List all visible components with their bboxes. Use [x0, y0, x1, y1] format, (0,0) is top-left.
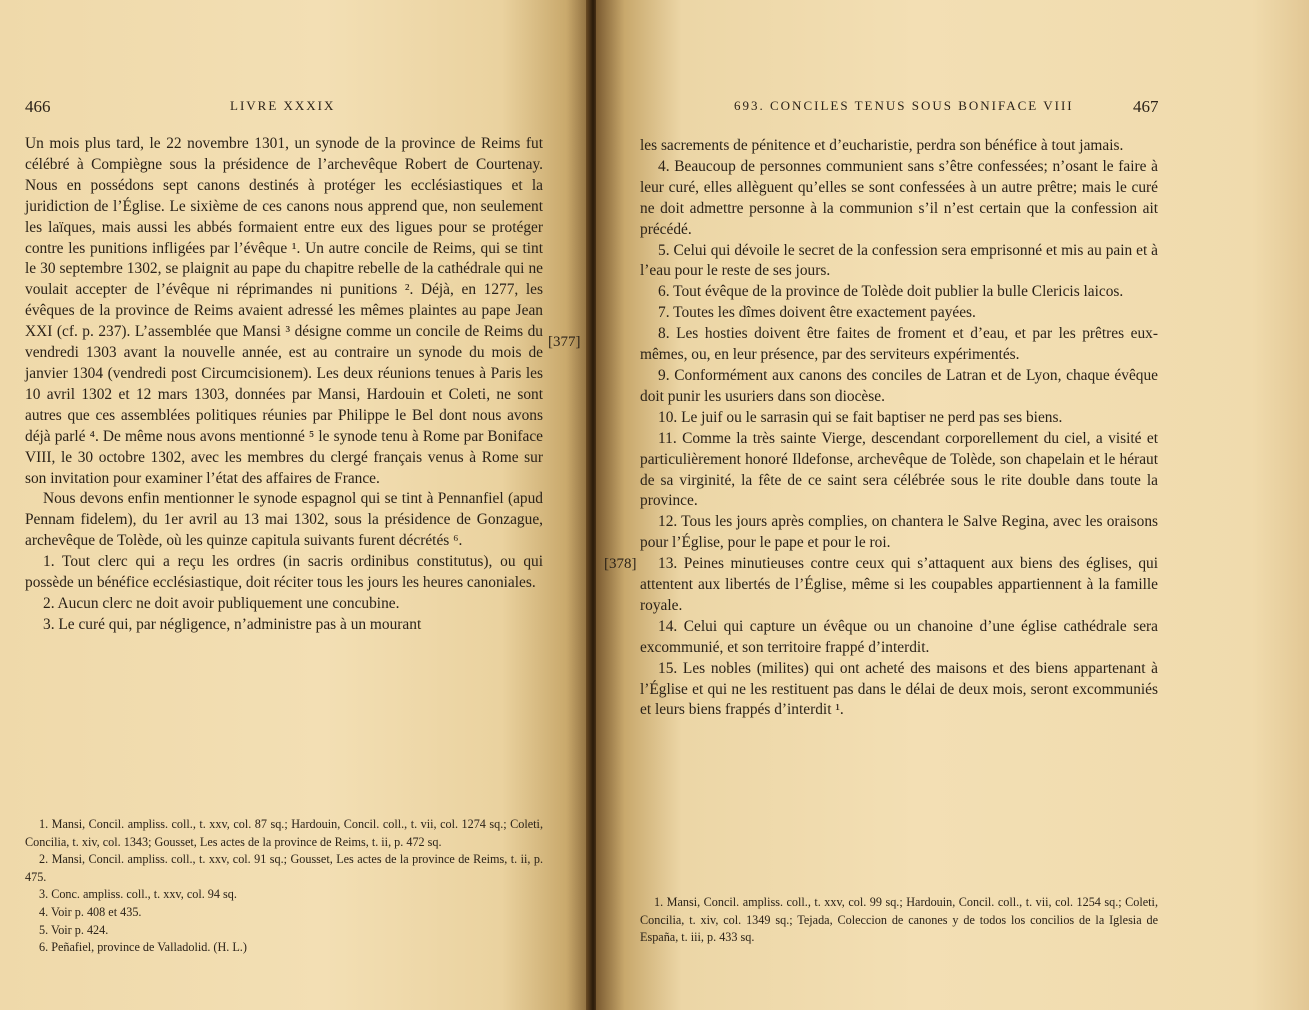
left-canon-3: 3. Le curé qui, par négligence, n’administre pas à un mourant [43, 615, 422, 633]
left-footnote-2: 2. Mansi, Concil. ampliss. coll., t. xxv, col. 91 sq.; Gousset, Les actes de la province de Reims, t. ii, p. 475. [25, 852, 543, 884]
left-canon-1: 1. Tout clerc qui a reçu les ordres (in sacris ordinibus constitutus), ou qui possède un bénéfice ecclésiastique, doit réciter tous les jours les heures canoniales. [25, 553, 543, 592]
left-running-head: LIVRE XXXIX [230, 98, 336, 113]
left-footnote-4: 4. Voir p. 408 et 435. [39, 904, 142, 919]
right-canon-7: 7. Toutes les dîmes doivent être exactement payées. [658, 304, 976, 322]
right-paragraph-1: les sacrements de pénitence et d’eucharistie, perdra son bénéfice à tout jamais. [640, 137, 1124, 154]
right-footnotes [640, 894, 1158, 947]
right-page [596, 0, 1309, 1010]
right-running-head: 693. CONCILES TENUS SOUS BONIFACE VIII [734, 98, 1074, 113]
left-paragraph-2: Nous devons enfin mentionner le synode espagnol qui se tint à Pennanfiel (apud Pennam fidelem), du 1er avril au 13 mai 1302, sous la présidence de Gonzague, archevêque de Tolède, où les quinze capitula suivants furent décrétés ⁶. [25, 490, 543, 550]
right-margin-reference: [378] [604, 556, 637, 572]
left-footnote-3: 3. Conc. ampliss. coll., t. xxv, col. 94 sq. [39, 887, 237, 902]
right-canon-14: 14. Celui qui capture un évêque ou un chanoine d’une église cathédrale sera excommunié, et son territoire frappé d’interdit. [640, 617, 1158, 656]
right-canon-11: 11. Comme la très sainte Vierge, descendant corporellement du ciel, a visité et particulièrement honoré Ildefonse, archevêque de Tolède, son chapelain et le héraut de sa virginité, la fête de ce saint sera célébrée sous le rite double dans toute la province. [640, 429, 1158, 510]
right-canon-12: 12. Tous les jours après complies, on chantera le Salve Regina, avec les oraisons pour l’Église, pour le pape et pour le roi. [640, 513, 1158, 552]
right-canon-9: 9. Conformément aux canons des conciles de Latran et de Lyon, chaque évêque doit punir les usuriers dans son diocèse. [640, 366, 1158, 405]
left-footnote-6: 6. Peñafiel, province de Valladolid. (H. L.) [39, 940, 247, 955]
left-page [0, 0, 590, 1010]
right-canon-15: 15. Les nobles (milites) qui ont acheté des maisons et des biens appartenant à l’Église et qui ne les restituent pas dans le délai de deux mois, seront excommuniés et leurs biens frappés d’interdit ¹. [640, 659, 1158, 719]
left-footnote-1: 1. Mansi, Concil. ampliss. coll., t. xxv, col. 87 sq.; Hardouin, Concil. coll., t. vii, col. 1274 sq.; Coleti, Concilia, t. xiv, col. 1343; Gousset, Les actes de la province de Reims, t. ii, p. 472 sq. [25, 817, 543, 849]
left-canon-2: 2. Aucun clerc ne doit avoir publiquement une concubine. [43, 594, 400, 612]
right-canon-4: 4. Beaucoup de personnes communient sans s’être confessées; n’osant le faire à leur curé, elles allèguent qu’elles se sont confessées à un autre prêtre; mais le curé ne doit admettre personne à la communion s’il n’est certain que la confession ait précédé. [640, 157, 1158, 238]
right-body [640, 136, 1158, 721]
left-footnotes [25, 816, 543, 957]
right-canon-8: 8. Les hosties doivent être faites de froment et d’eau, et par les prêtres eux-mêmes, ou, en leur présence, par des serviteurs expérimentés. [640, 325, 1158, 364]
right-footnote-1: 1. Mansi, Concil. ampliss. coll., t. xxv, col. 99 sq.; Hardouin, Concil. coll., t. vii, col. 1254 sq.; Coleti, Concilia, t. xiv, col. 1349 sq.; Tejada, Coleccion de canones y de todos los concilios de la Iglesia de España, t. iii, p. 433 sq. [640, 895, 1158, 945]
right-canon-13: 13. Peines minutieuses contre ceux qui s’attaquent aux biens des églises, qui attentent aux libertés de l’Église, même si les coupables appartiennent à la famille royale. [640, 555, 1158, 614]
right-canon-10: 10. Le juif ou le sarrasin qui se fait baptiser ne perd pas ses biens. [658, 408, 1063, 426]
right-page-number: 467 [1133, 97, 1159, 116]
left-body [25, 134, 543, 636]
right-canon-5: 5. Celui qui dévoile le secret de la confession sera emprisonné et mis au pain et à l’eau pour le reste de ses jours. [640, 241, 1158, 280]
left-footnote-5: 5. Voir p. 424. [39, 922, 109, 937]
left-margin-reference: [377] [548, 334, 581, 350]
right-canon-6: 6. Tout évêque de la province de Tolède doit publier la bulle Clericis laicos. [658, 283, 1124, 301]
left-paragraph-1: Un mois plus tard, le 22 novembre 1301, un synode de la province de Reims fut célébré à Compiègne sous la présidence de l’archevêque Robert de Courtenay. Nous en possédons sept canons destinés à protéger les ecclésiastiques et la juridiction de l’Église. Le sixième de ces canons nous apprend que, non seulement les laïques, mais aussi les abbés formaient entre eux des ligues pour se protéger contre les punitions infligées par l’évêque ¹. Un autre concile de Reims, qui se tint le 30 septembre 1302, se plaignit au pape du chapitre rebelle de la cathédrale qui ne voulait accepter de l’évêque ni réprimandes ni punitions ². Déjà, en 1277, les évêques de la province de Reims avaient adressé les mêmes plaintes au pape Jean XXI (cf. p. 237). L’assemblée que Mansi ³ désigne comme un concile de Reims du vendredi 1303 avant la nouvelle année, est au contraire un synode du mois de janvier 1304 (vendredi post Circumcisionem). Les deux réunions tenues à Paris les 10 avril 1302 et 12 mars 1303, données par Mansi, Hardouin et Coleti, ne sont autres que ces assemblées politiques réunies par Philippe le Bel dont nous avons déjà parlé ⁴. De même nous avons mentionné ⁵ le synode tenu à Rome par Boniface VIII, le 30 octobre 1302, avec les membres du clergé français venus à Rome sur son invitation pour examiner l’état des affaires de France. [25, 135, 543, 487]
left-page-number: 466 [25, 97, 51, 116]
